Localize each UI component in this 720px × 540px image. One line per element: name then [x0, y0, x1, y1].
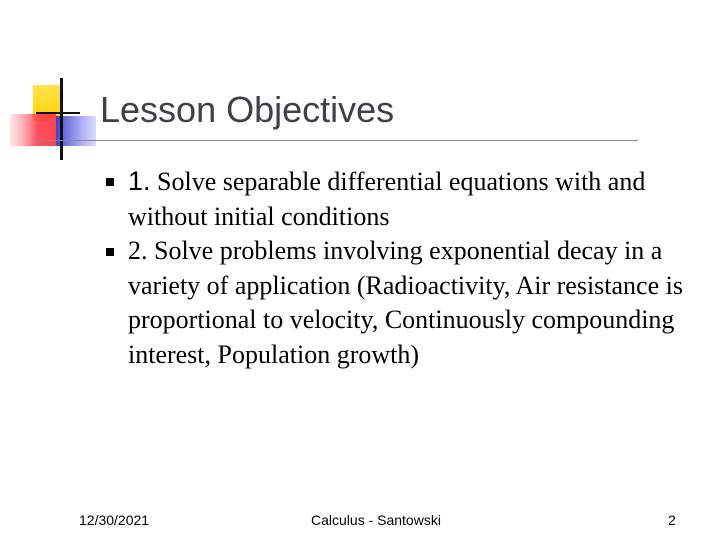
bullet-number: 2. [128, 236, 148, 265]
bullet-text: Solve separable differential equations with and without initial conditions [128, 167, 646, 231]
list-item [100, 234, 710, 372]
bullet-text: Solve problems involving exponential decay in a variety of application (Radioactivity, Air resistance is proportional to velocity, Continuously compounding interest, Population growth) [128, 236, 683, 369]
footer-date: 12/30/2021 [79, 512, 150, 528]
square-bullet-icon [106, 248, 114, 256]
list-item [100, 164, 710, 234]
bullet-number: 1. [128, 166, 151, 196]
slide-title: Lesson Objectives [100, 89, 395, 130]
footer-author: Calculus - Santowski [311, 512, 441, 528]
square-bullet-icon [106, 178, 114, 186]
title-underline [36, 140, 638, 141]
page-number: 2 [668, 512, 676, 528]
objectives-list [100, 164, 710, 372]
